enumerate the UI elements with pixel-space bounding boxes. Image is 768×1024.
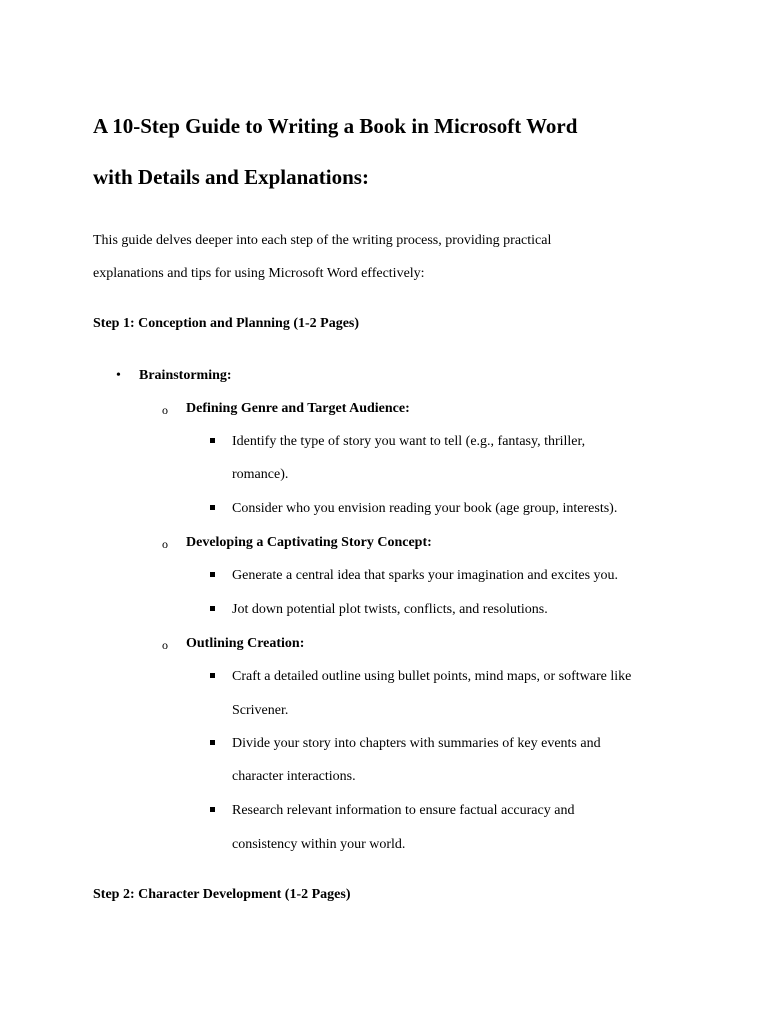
bullet-dot-icon: • bbox=[116, 368, 121, 383]
outlining-item-2-line-1: Divide your story into chapters with summaries of key events and bbox=[232, 736, 601, 751]
bullet-square-icon bbox=[210, 807, 215, 812]
document-title-line-2: with Details and Explanations: bbox=[93, 165, 369, 189]
genre-label: Defining Genre and Target Audience: bbox=[186, 401, 410, 416]
step-1-heading: Step 1: Conception and Planning (1-2 Pages) bbox=[93, 316, 360, 331]
outlining-item-2-line-2: character interactions. bbox=[232, 769, 356, 784]
concept-item-1: Generate a central idea that sparks your imagination and excites you. bbox=[232, 568, 619, 583]
bullet-square-icon bbox=[210, 740, 215, 745]
bullet-circle-icon: o bbox=[162, 403, 168, 417]
genre-item-1-line-2: romance). bbox=[232, 467, 289, 482]
bullet-square-icon bbox=[210, 673, 215, 678]
bullet-square-icon bbox=[210, 606, 215, 611]
intro-paragraph-line-2: explanations and tips for using Microsoft Word effectively: bbox=[93, 266, 425, 281]
intro-paragraph-line-1: This guide delves deeper into each step of the writing process, providing practical bbox=[93, 233, 552, 248]
genre-item-1-line-1: Identify the type of story you want to tell (e.g., fantasy, thriller, bbox=[232, 434, 586, 449]
bullet-circle-icon: o bbox=[162, 638, 168, 652]
genre-item-2: Consider who you envision reading your book (age group, interests). bbox=[232, 501, 618, 516]
bullet-square-icon bbox=[210, 505, 215, 510]
document-title-line-1: A 10-Step Guide to Writing a Book in Microsoft Word bbox=[93, 114, 578, 138]
brainstorming-label: Brainstorming: bbox=[139, 368, 232, 383]
outlining-item-1-line-2: Scrivener. bbox=[232, 703, 289, 718]
outlining-label: Outlining Creation: bbox=[186, 636, 305, 651]
bullet-circle-icon: o bbox=[162, 537, 168, 551]
outlining-item-3-line-1: Research relevant information to ensure factual accuracy and bbox=[232, 803, 575, 818]
concept-item-2: Jot down potential plot twists, conflicts, and resolutions. bbox=[232, 602, 548, 617]
concept-label: Developing a Captivating Story Concept: bbox=[186, 535, 432, 550]
outlining-item-1-line-1: Craft a detailed outline using bullet points, mind maps, or software like bbox=[232, 669, 632, 684]
step-2-heading: Step 2: Character Development (1-2 Pages) bbox=[93, 887, 351, 902]
bullet-square-icon bbox=[210, 438, 215, 443]
outlining-item-3-line-2: consistency within your world. bbox=[232, 837, 406, 852]
bullet-square-icon bbox=[210, 572, 215, 577]
